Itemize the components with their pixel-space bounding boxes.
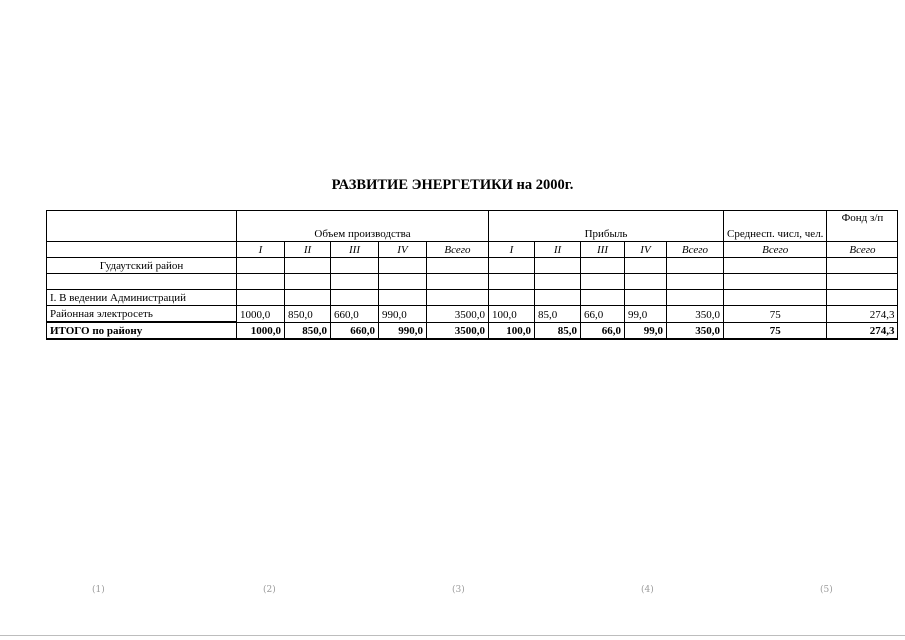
period-cell: IV <box>625 242 667 258</box>
header-volume: Объем производства <box>237 211 489 242</box>
period-cell: I <box>237 242 285 258</box>
total-cell: 350,0 <box>667 322 724 339</box>
value-cell: 1000,0 <box>237 306 285 323</box>
header-row-groups <box>47 211 898 242</box>
value-cell: 66,0 <box>581 306 625 323</box>
value-cell: 100,0 <box>489 306 535 323</box>
total-cell: 850,0 <box>285 322 331 339</box>
total-cell: 274,3 <box>827 322 898 339</box>
document-title: РАЗВИТИЕ ЭНЕРГЕТИКИ на 2000г. <box>331 177 574 193</box>
scan-edge-line <box>0 635 905 636</box>
header-profit: Прибыль <box>489 211 724 242</box>
total-cell: 990,0 <box>379 322 427 339</box>
row-label: Районная электросеть <box>47 306 237 323</box>
total-label: ИТОГО по району <box>47 322 237 339</box>
total-cell: 85,0 <box>535 322 581 339</box>
total-cell: 99,0 <box>625 322 667 339</box>
value-cell: 990,0 <box>379 306 427 323</box>
section-row <box>47 290 898 306</box>
value-cell: 274,3 <box>827 306 898 323</box>
value-cell: 850,0 <box>285 306 331 323</box>
header-blank <box>47 211 237 242</box>
period-cell: II <box>285 242 331 258</box>
section-label: I. В ведении Администраций <box>47 290 237 306</box>
total-cell: 660,0 <box>331 322 379 339</box>
period-cell: III <box>581 242 625 258</box>
value-cell: 85,0 <box>535 306 581 323</box>
period-cell: IV <box>379 242 427 258</box>
period-cell: Всего <box>667 242 724 258</box>
table-row <box>47 306 898 323</box>
period-cell: Всего <box>427 242 489 258</box>
page-mark: (2) <box>263 585 276 595</box>
district-row <box>47 258 898 274</box>
page-mark: (4) <box>641 585 654 595</box>
period-cell: Всего <box>827 242 898 258</box>
value-cell: 350,0 <box>667 306 724 323</box>
energy-table <box>46 210 898 340</box>
period-cell: II <box>535 242 581 258</box>
value-cell: 99,0 <box>625 306 667 323</box>
page-mark: (3) <box>452 585 465 595</box>
period-cell: Всего <box>724 242 827 258</box>
total-row <box>47 322 898 339</box>
empty-row <box>47 274 898 290</box>
district-name: Гудаутский район <box>47 258 237 274</box>
period-cell: I <box>489 242 535 258</box>
header-row-periods <box>47 242 898 258</box>
header-staff: Среднесп. числ, чел. <box>724 211 827 242</box>
header-fund: Фонд з/п <box>827 211 898 242</box>
total-cell: 66,0 <box>581 322 625 339</box>
value-cell: 75 <box>724 306 827 323</box>
page-marks <box>0 585 905 605</box>
page-mark: (5) <box>820 585 833 595</box>
header-blank-2 <box>47 242 237 258</box>
total-cell: 3500,0 <box>427 322 489 339</box>
total-cell: 1000,0 <box>237 322 285 339</box>
total-cell: 100,0 <box>489 322 535 339</box>
value-cell: 3500,0 <box>427 306 489 323</box>
value-cell: 660,0 <box>331 306 379 323</box>
page-mark: (1) <box>92 585 105 595</box>
period-cell: III <box>331 242 379 258</box>
total-cell: 75 <box>724 322 827 339</box>
